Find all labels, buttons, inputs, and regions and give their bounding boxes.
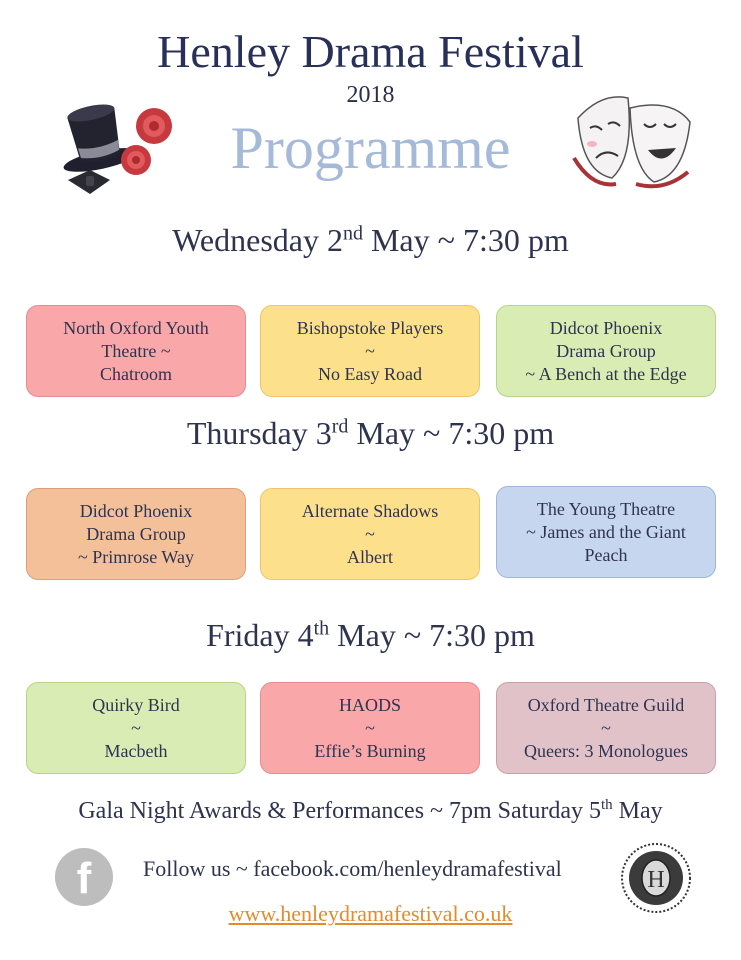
day-heading-friday: Friday 4th May ~ 7:30 pm <box>206 617 535 653</box>
event-card: Quirky Bird ~ Macbeth <box>26 682 246 774</box>
event-card: Bishopstoke Players ~ No Easy Road <box>260 305 480 397</box>
event-card: North Oxford Youth Theatre ~ Chatroom <box>26 305 246 397</box>
seal-letter: H <box>647 867 665 893</box>
theatre-masks-icon <box>572 88 696 194</box>
festival-title: Henley Drama Festival <box>157 26 584 77</box>
programme-heading: Programme <box>230 115 511 181</box>
event-card: HAODS ~ Effie’s Burning <box>260 682 480 774</box>
event-card: Didcot Phoenix Drama Group ~ Primrose Way <box>26 488 246 580</box>
gala-night-line: Gala Night Awards & Performances ~ 7pm Saturday 5th May <box>78 797 663 824</box>
day-heading-thursday: Thursday 3rd May ~ 7:30 pm <box>186 415 555 451</box>
website-link[interactable]: www.henleydramafestival.co.uk <box>228 901 513 926</box>
top-hat-roses-bowtie-icon <box>48 82 188 202</box>
festival-year: 2018 <box>346 82 395 108</box>
facebook-icon[interactable]: f <box>55 848 113 906</box>
event-card: Oxford Theatre Guild ~ Queers: 3 Monologues <box>496 682 716 774</box>
festival-seal-icon <box>620 842 692 914</box>
facebook-follow-text: Follow us ~ facebook.com/henleydramafestival <box>143 856 562 881</box>
event-card: Alternate Shadows ~ Albert <box>260 488 480 580</box>
event-card: The Young Theatre ~ James and the Giant Peach <box>496 486 716 578</box>
event-card: Didcot Phoenix Drama Group ~ A Bench at the Edge <box>496 305 716 397</box>
day-heading-wednesday: Wednesday 2nd May ~ 7:30 pm <box>172 222 569 258</box>
